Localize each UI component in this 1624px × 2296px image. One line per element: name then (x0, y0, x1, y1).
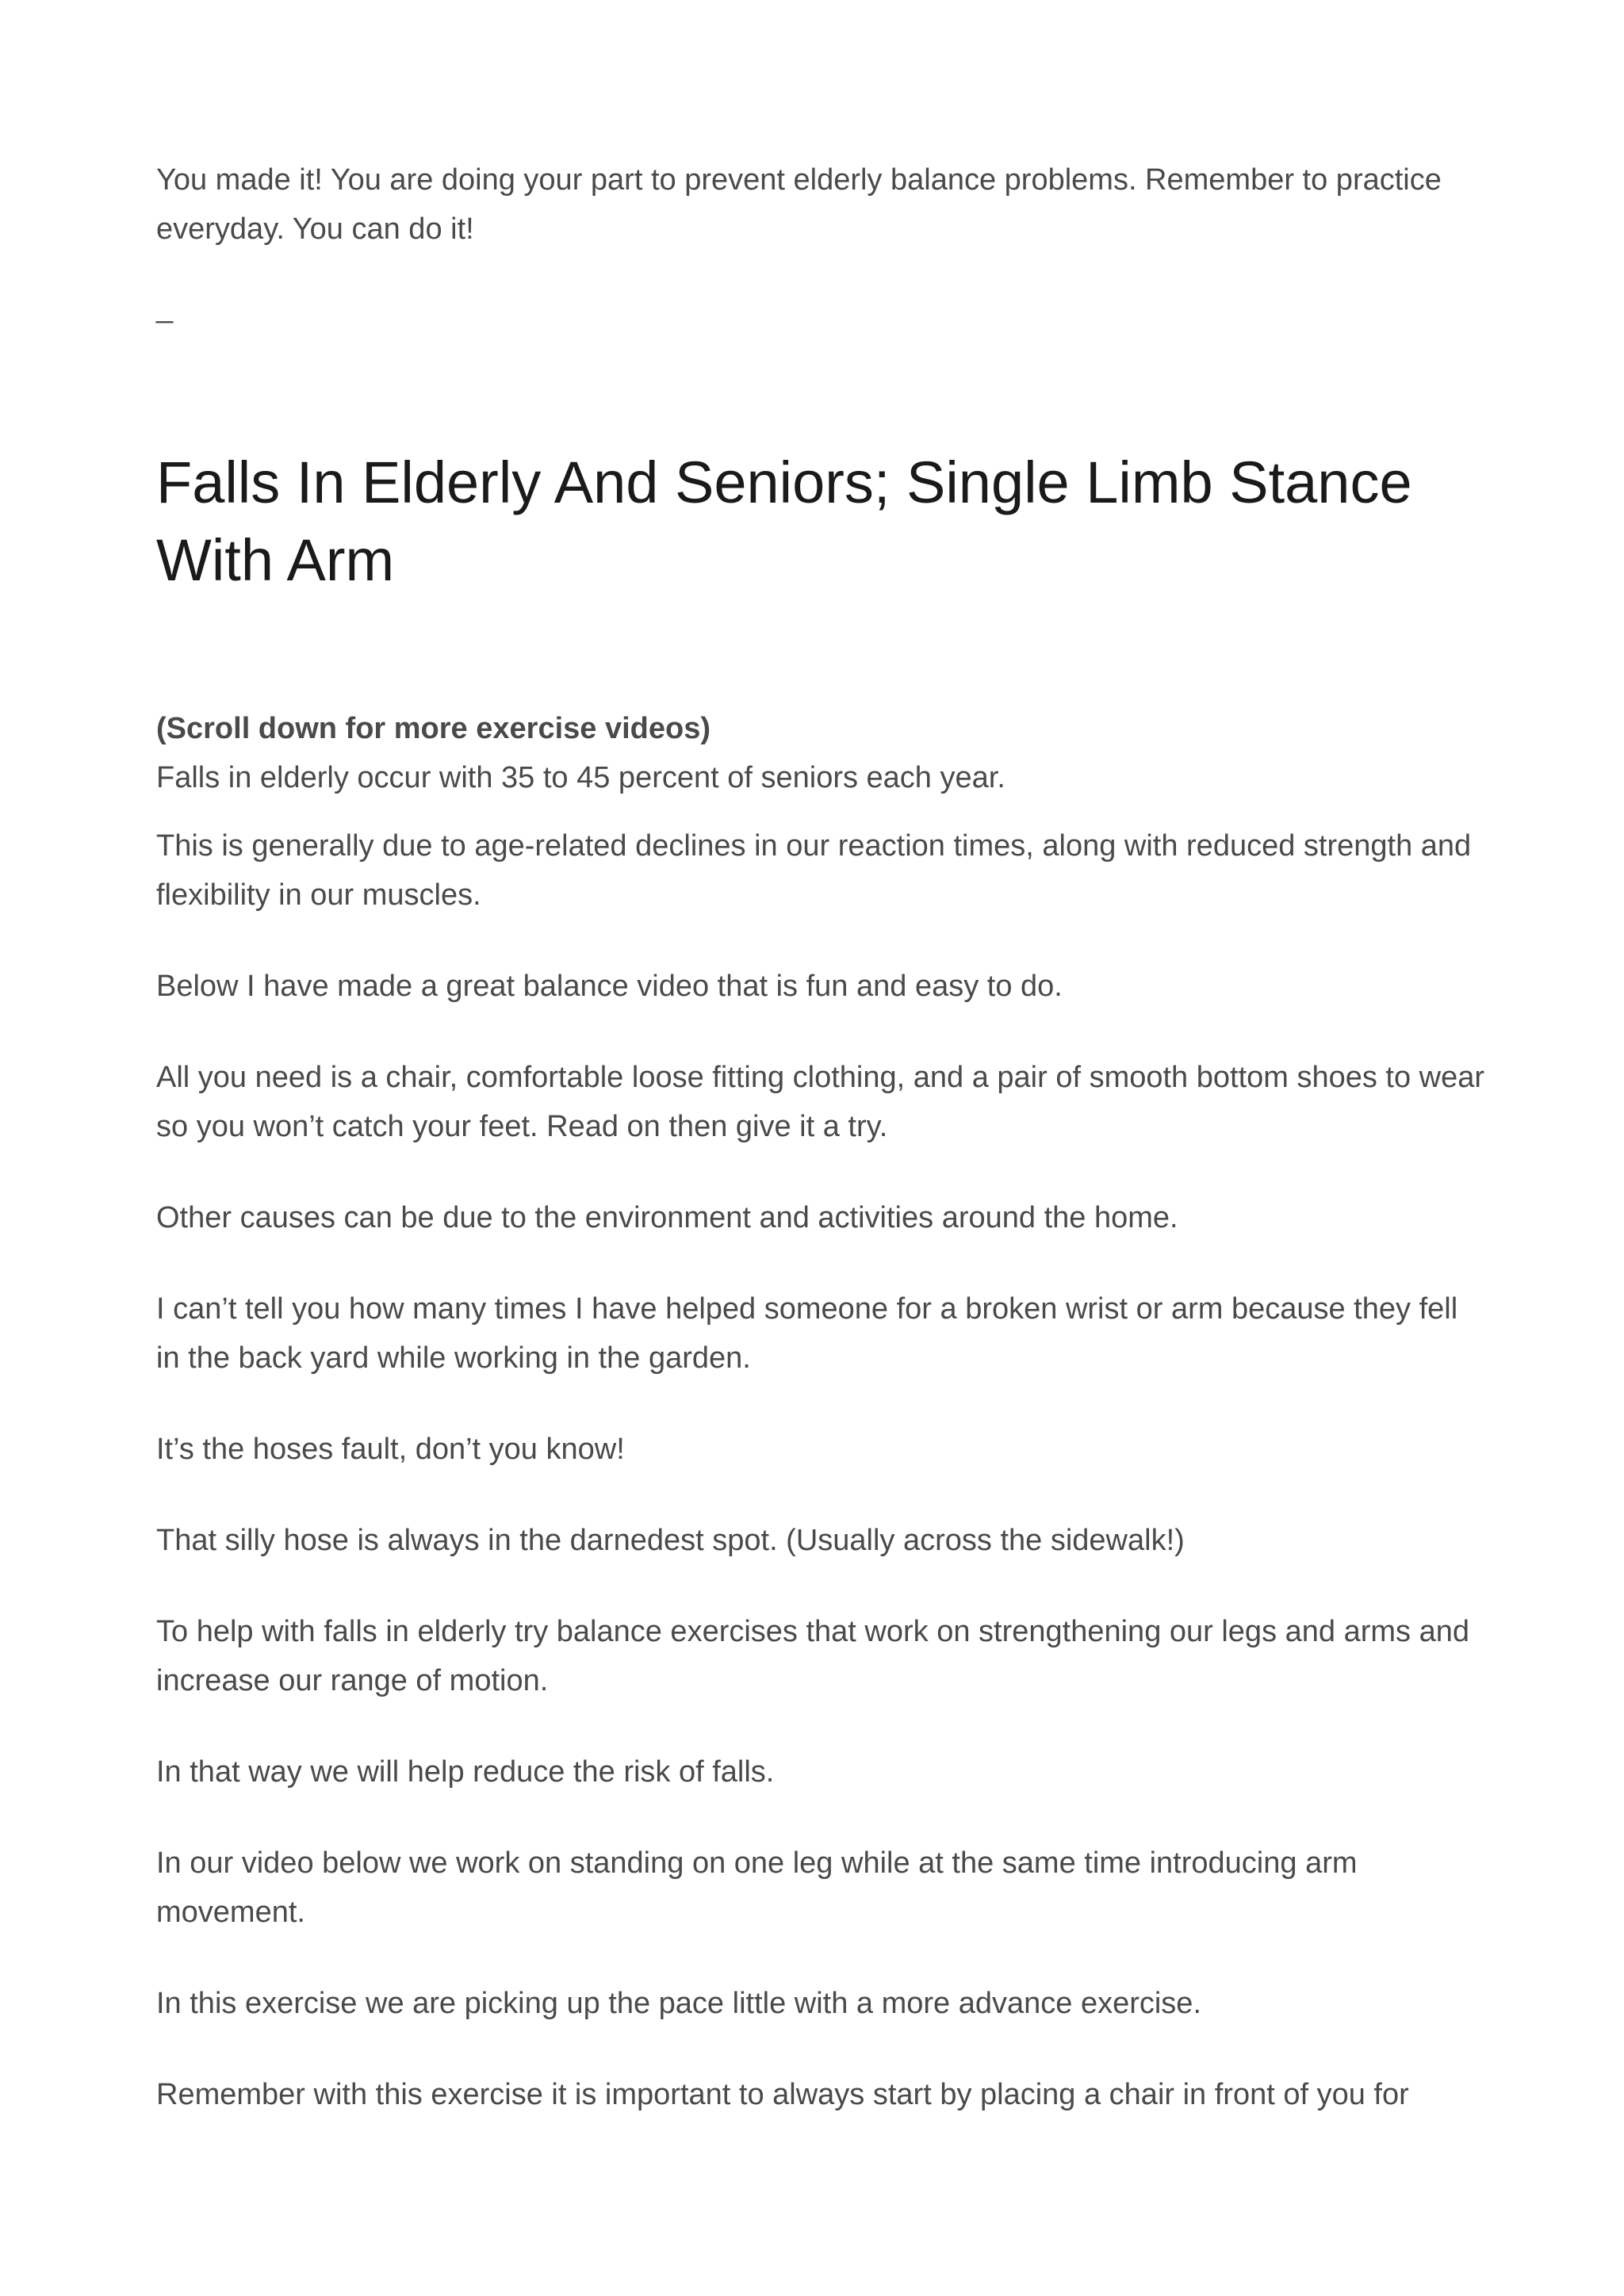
article-paragraph-2: Below I have made a great balance video that is fun and easy to do. (156, 970, 1063, 1003)
scroll-note: (Scroll down for more exercise videos) (156, 712, 710, 745)
article-paragraph-1: This is generally due to age-related declines in our reaction times, along with reduced strength and flexibility in our muscles. (156, 829, 1472, 912)
separator-mark: _ (156, 291, 174, 324)
intro-paragraph: You made it! You are doing your part to prevent elderly balance problems. Remember to practice everyday. You can do it! (156, 163, 1442, 246)
article-paragraph-9: In that way we will help reduce the risk of falls. (156, 1755, 775, 1789)
document-page (156, 155, 1488, 2119)
article-paragraph-11: In this exercise we are picking up the pace little with a more advance exercise. (156, 1987, 1201, 2020)
article-paragraph-4: Other causes can be due to the environment and activities around the home. (156, 1201, 1178, 1234)
article-paragraph-10: In our video below we work on standing on one leg while at the same time introducing arm movement. (156, 1846, 1358, 1929)
article-paragraph-8: To help with falls in elderly try balance exercises that work on strengthening our legs and arms and increase our range of motion. (156, 1615, 1469, 1697)
article-paragraph-3: All you need is a chair, comfortable loose fitting clothing, and a pair of smooth bottom shoes to wear so you won’t catch your feet. Read on then give it a try. (156, 1061, 1485, 1143)
article-paragraph-7: That silly hose is always in the darnedest spot. (Usually across the sidewalk!) (156, 1524, 1185, 1557)
article-paragraph-6: It’s the hoses fault, don’t you know! (156, 1433, 625, 1466)
article-lead: Falls in elderly occur with 35 to 45 percent of seniors each year. (156, 761, 1005, 794)
article-paragraph-12: Remember with this exercise it is important to always start by placing a chair in front of you for (156, 2078, 1409, 2111)
article-paragraph-5: I can’t tell you how many times I have helped someone for a broken wrist or arm because they fell in the back yard while working in the garden. (156, 1292, 1458, 1375)
article-title: Falls In Elderly And Seniors; Single Limb Stance With Arm (156, 450, 1412, 593)
